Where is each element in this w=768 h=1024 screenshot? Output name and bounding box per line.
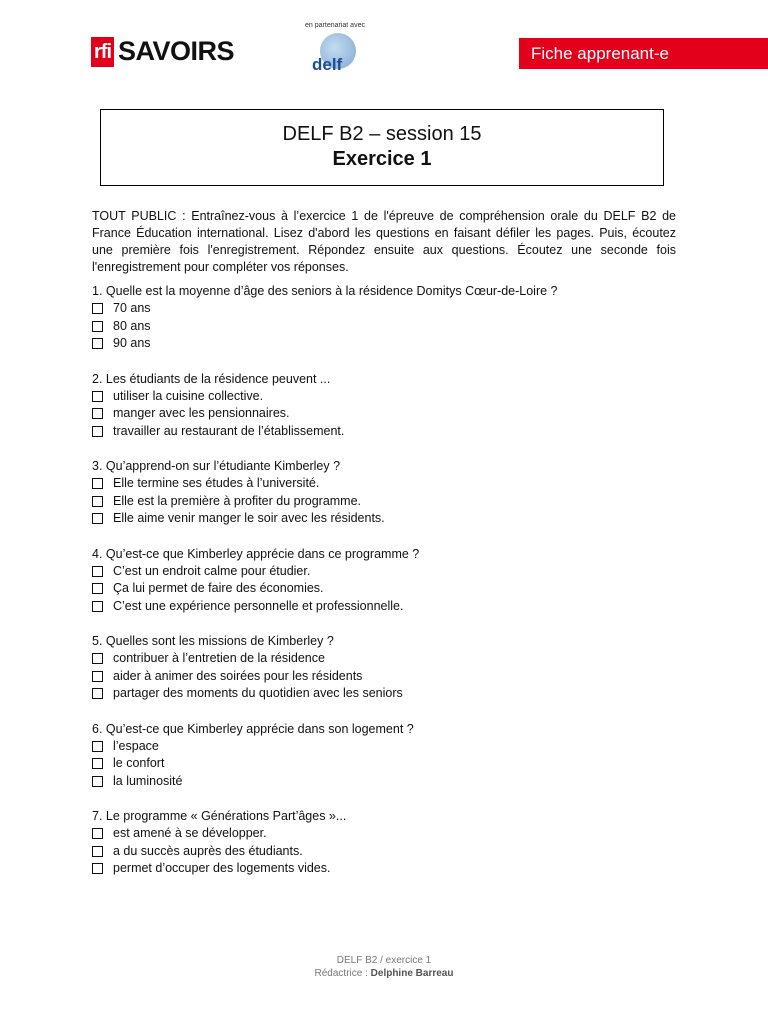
answer-option-label: Elle est la première à profiter du programme. (113, 493, 362, 508)
answer-option[interactable] (92, 738, 692, 756)
footer-exercise: DELF B2 / exercice 1 (336, 955, 432, 966)
question-text: 4. Qu’est-ce que Kimberley apprécie dans ce programme ? (92, 546, 420, 561)
answer-option[interactable] (92, 843, 692, 861)
answer-option-label: C’est une expérience personnelle et professionnelle. (113, 598, 404, 613)
checkbox-icon[interactable] (92, 653, 103, 664)
answer-option[interactable] (92, 685, 692, 703)
question-text: 7. Le programme « Générations Part’âges »... (92, 809, 347, 823)
checkbox-icon[interactable] (92, 496, 103, 507)
question-text: 3. Qu’apprend-on sur l’étudiante Kimberley ? (92, 459, 341, 473)
checkbox-icon[interactable] (92, 303, 103, 314)
question-2 (92, 371, 692, 441)
footer-author (0, 967, 768, 980)
answer-option-label: 80 ans (113, 318, 151, 333)
question-1 (92, 283, 692, 353)
answer-option-label: contribuer à l’entretien de la résidence (113, 651, 325, 665)
checkbox-icon[interactable] (92, 846, 103, 857)
answer-option[interactable] (92, 650, 692, 668)
question-3 (92, 458, 692, 528)
checkbox-icon[interactable] (92, 321, 103, 332)
checkbox-icon[interactable] (92, 688, 103, 699)
answer-option-label: Elle aime venir manger le soir avec les résidents. (113, 511, 385, 525)
checkbox-icon[interactable] (92, 863, 103, 874)
answer-option-label: C’est un endroit calme pour étudier. (113, 563, 311, 578)
questions-list (92, 283, 692, 896)
document-title: DELF B2 – session 15 (282, 123, 482, 145)
checkbox-icon[interactable] (92, 776, 103, 787)
answer-option-label: 90 ans (113, 336, 151, 350)
answer-option-label: manger avec les pensionnaires. (113, 406, 290, 420)
answer-option-label: partager des moments du quotidien avec les seniors (113, 686, 403, 700)
answer-option-label: est amené à se développer. (113, 826, 267, 840)
delf-logo-text: delf (312, 55, 343, 74)
question-7 (92, 808, 692, 878)
answer-option-label: l’espace (113, 738, 159, 753)
answer-option-label: a du succès auprès des étudiants. (113, 843, 303, 858)
answer-option[interactable] (92, 510, 692, 528)
answer-option-label: permet d’occuper des logements vides. (113, 861, 331, 875)
checkbox-icon[interactable] (92, 601, 103, 612)
answer-option-label: Ça lui permet de faire des économies. (113, 581, 324, 595)
answer-option-label: utiliser la cuisine collective. (113, 388, 264, 403)
delf-logo (306, 31, 364, 81)
question-text: 2. Les étudiants de la résidence peuvent ... (92, 371, 331, 386)
answer-option[interactable] (92, 493, 692, 511)
answer-option-label: travailler au restaurant de l’établissement. (113, 423, 345, 438)
fiche-apprenant-badge: Fiche apprenant-e (519, 38, 768, 69)
answer-option[interactable] (92, 580, 692, 598)
answer-option-label: aider à animer des soirées pour les résidents (113, 668, 363, 683)
rfi-logo-mark: rfi (91, 37, 114, 67)
answer-option[interactable] (92, 563, 692, 581)
savoirs-logo-text: SAVOIRS (118, 36, 235, 66)
partner-block (300, 22, 370, 81)
answer-option[interactable] (92, 388, 692, 406)
checkbox-icon[interactable] (92, 566, 103, 577)
answer-option[interactable] (92, 335, 692, 353)
answer-option[interactable] (92, 318, 692, 336)
checkbox-icon[interactable] (92, 828, 103, 839)
question-5 (92, 633, 692, 703)
answer-option[interactable] (92, 860, 692, 878)
title-box (100, 109, 664, 186)
answer-option[interactable] (92, 300, 692, 318)
rfi-savoirs-logo (91, 36, 234, 67)
exercise-title: Exercice 1 (332, 148, 432, 170)
answer-option[interactable] (92, 825, 692, 843)
answer-option-label: le confort (113, 756, 165, 770)
question-text: 1. Quelle est la moyenne d’âge des seniors à la résidence Domitys Cœur-de-Loire ? (92, 284, 558, 298)
partner-label: en partenariat avec (305, 22, 365, 29)
checkbox-icon[interactable] (92, 408, 103, 419)
question-6 (92, 721, 692, 791)
question-4 (92, 546, 692, 616)
answer-option[interactable] (92, 668, 692, 686)
checkbox-icon[interactable] (92, 338, 103, 349)
checkbox-icon[interactable] (92, 741, 103, 752)
answer-option[interactable] (92, 423, 692, 441)
footer (0, 954, 768, 980)
checkbox-icon[interactable] (92, 391, 103, 402)
checkbox-icon[interactable] (92, 758, 103, 769)
question-text: 6. Qu’est-ce que Kimberley apprécie dans son logement ? (92, 721, 414, 736)
checkbox-icon[interactable] (92, 478, 103, 489)
answer-option-label: la luminosité (113, 773, 183, 788)
answer-option[interactable] (92, 475, 692, 493)
author-name: Delphine Barreau (370, 968, 454, 979)
answer-option-label: 70 ans (113, 301, 151, 315)
checkbox-icon[interactable] (92, 671, 103, 682)
answer-option-label: Elle termine ses études à l’université. (113, 476, 320, 490)
intro-paragraph: TOUT PUBLIC : Entraînez-vous à l’exercice 1 de l'épreuve de compréhension orale du DELF B2 de France Éducation international. Lisez d'abord les questions en faisant défiler les pages. Puis, écoutez une première fois l'enregistrement. Répondez ensuite aux questions. Écoutez une seconde fois l'enregistrement pour compléter vos réponses. (92, 209, 676, 274)
checkbox-icon[interactable] (92, 426, 103, 437)
checkbox-icon[interactable] (92, 513, 103, 524)
checkbox-icon[interactable] (92, 583, 103, 594)
answer-option[interactable] (92, 773, 692, 791)
answer-option[interactable] (92, 755, 692, 773)
answer-option[interactable] (92, 405, 692, 423)
author-prefix: Rédactrice : (314, 968, 371, 979)
question-text: 5. Quelles sont les missions de Kimberley ? (92, 634, 334, 648)
answer-option[interactable] (92, 598, 692, 616)
